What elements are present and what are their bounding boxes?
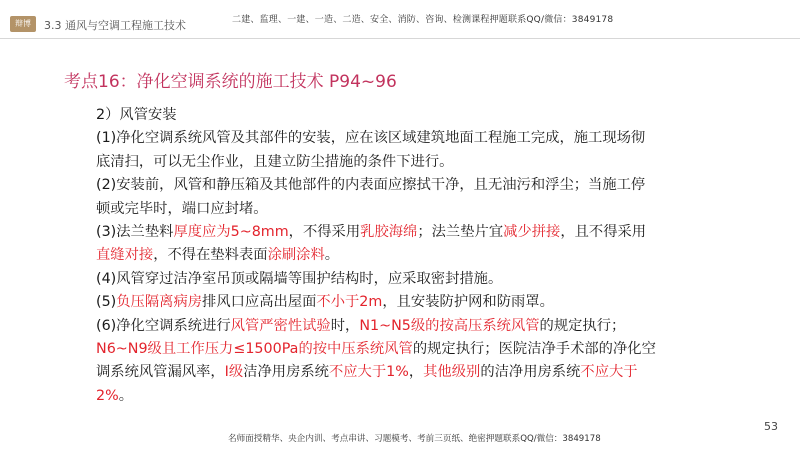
text-run: (3)法兰垫料 (96, 224, 174, 241)
text-run: 的规定执行；医院洁净手术部的净化空调系统风管漏风率， (96, 341, 656, 381)
text-run: 。 (324, 247, 340, 264)
brand-logo: 辩博 (10, 16, 36, 32)
highlight-run: 不应大于2% (96, 364, 638, 404)
text-run: 排风口应高出屋面 (202, 294, 317, 311)
page-number: 53 (764, 420, 778, 433)
text-run: ，且安装防护网和防雨罩。 (382, 294, 554, 311)
section-title: 3.3 通风与空调工程施工技术 (44, 19, 186, 32)
highlight-run: 乳胶海绵 (360, 224, 418, 241)
highlight-run: 厚度应为5~8mm (173, 224, 289, 241)
text-run: 的规定执行； (539, 317, 626, 334)
text-run: 洁净用房系统 (243, 364, 329, 381)
paragraph-3 (96, 221, 656, 268)
highlight-run: 涂刷涂料 (267, 247, 325, 264)
text-run: ， (408, 364, 424, 381)
highlight-run: 其他级别 (423, 364, 481, 381)
highlight-run: 负压隔离病房 (116, 294, 203, 311)
highlight-run: N1~N5级的按高压系统风管 (359, 317, 540, 334)
paragraph-1: (1)净化空调系统风管及其部件的安装，应在该区域建筑地面工程施工完成，施工现场彻底清扫，可以无尘作业，且建立防尘措施的条件下进行。 (96, 130, 646, 170)
footer-banner: 名师面授精华、央企内训、考点串讲、习题模考、考前三页纸、绝密押题联系QQ/微信：3849178 (228, 434, 601, 444)
highlight-run: 不小于2m (316, 294, 383, 311)
text-run: ，且不得采用 (560, 224, 647, 241)
header-divider (0, 38, 800, 39)
slide-title: 考点16：净化空调系统的施工技术 P94~96 (64, 72, 397, 92)
text-run: 时， (330, 317, 360, 334)
text-run: ；法兰垫片宜 (417, 224, 504, 241)
highlight-run: 风管严密性试验 (230, 317, 331, 334)
subheading: 2）风管安装 (96, 107, 177, 123)
text-run: ，不得采用 (288, 224, 361, 241)
text-run: 。 (118, 387, 133, 404)
text-run: (6)净化空调系统进行 (96, 317, 231, 334)
slide-content (96, 104, 656, 408)
text-run: (5) (96, 294, 117, 311)
highlight-run: 减少拼接 (503, 224, 561, 241)
paragraph-6 (96, 315, 656, 409)
highlight-run: 不应大于1% (328, 364, 409, 381)
top-banner: 二建、监理、一建、一造、二造、安全、消防、咨询、检测课程押题联系QQ/微信：3849178 (232, 15, 614, 25)
paragraph-4: (4)风管穿过洁净室吊顶或隔墙等围护结构时，应采取密封措施。 (96, 270, 503, 287)
text-run: 的洁净用房系统 (480, 364, 581, 381)
paragraph-5 (96, 291, 656, 314)
highlight-run: Ⅰ级 (224, 364, 244, 381)
text-run: ，不得在垫料表面 (153, 247, 268, 264)
highlight-run: 直缝对接 (96, 247, 154, 264)
highlight-run: N6~N9级且工作压力≤1500Pa的按中压系统风管 (96, 341, 413, 358)
paragraph-2: (2)安装前，风管和静压箱及其他部件的内表面应擦拭干净，且无油污和浮尘；当施工停顿或完毕时，端口应封堵。 (96, 177, 646, 217)
